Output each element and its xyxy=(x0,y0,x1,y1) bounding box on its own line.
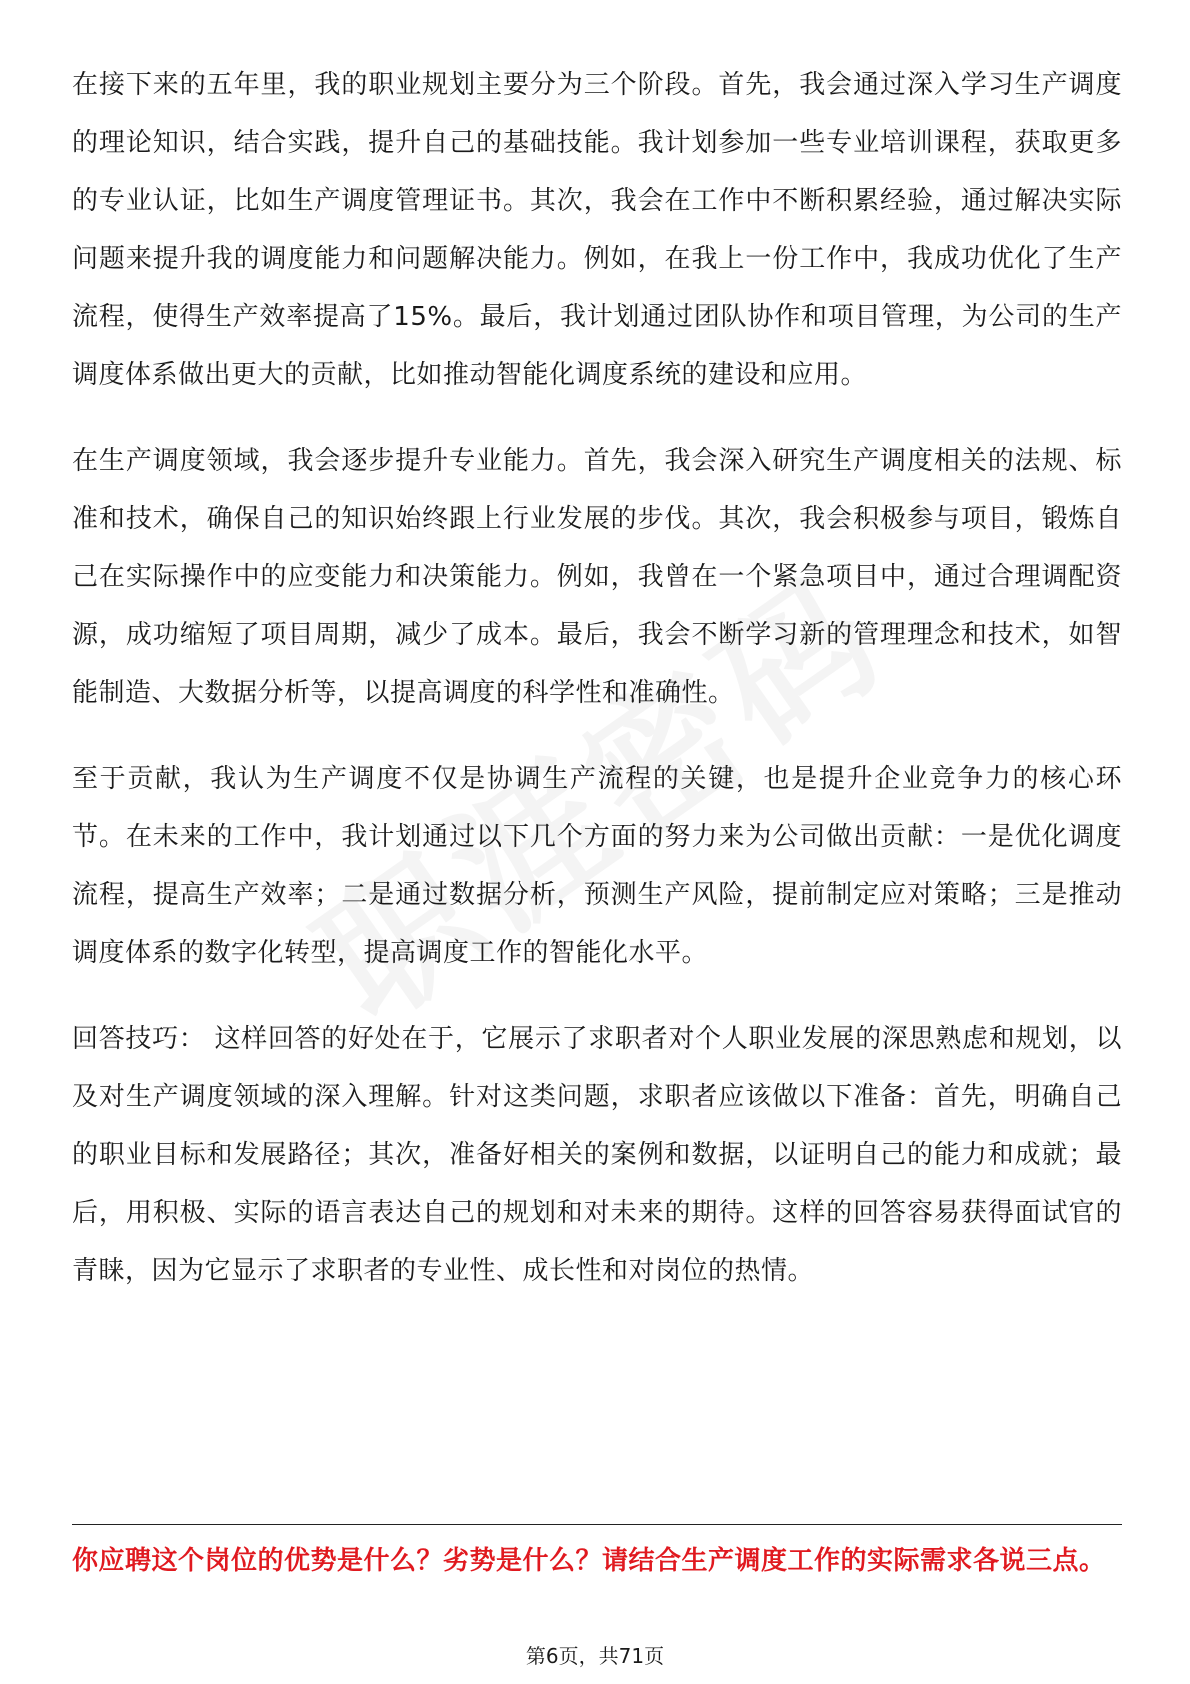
section-divider xyxy=(72,1524,1122,1525)
next-question-heading: 你应聘这个岗位的优势是什么？劣势是什么？请结合生产调度工作的实际需求各说三点。 xyxy=(72,1546,1106,1576)
paragraph-contribution: 至于贡献，我认为生产调度不仅是协调生产流程的关键，也是提升企业竞争力的核心环节。在未来的工作中，我计划通过以下几个方面的努力来为公司做出贡献：一是优化调度流程，提高生产效率；二是通过数据分析，预测生产风险，提前制定应对策略；三是推动调度体系的数字化转型，提高调度工作的智能化水平。 xyxy=(72,764,1122,968)
paragraph-career-plan: 在接下来的五年里，我的职业规划主要分为三个阶段。首先，我会通过深入学习生产调度的理论知识，结合实践，提升自己的基础技能。我计划参加一些专业培训课程，获取更多的专业认证，比如生产调度管理证书。其次，我会在工作中不断积累经验，通过解决实际问题来提升我的调度能力和问题解决能力。例如，在我上一份工作中，我成功优化了生产流程，使得生产效率提高了15%。最后，我计划通过团队协作和项目管理，为公司的生产调度体系做出更大的贡献，比如推动智能化调度系统的建设和应用。 xyxy=(72,70,1122,390)
paragraph-answer-tips: 回答技巧： 这样回答的好处在于，它展示了求职者对个人职业发展的深思熟虑和规划，以及对生产调度领域的深入理解。针对这类问题，求职者应该做以下准备：首先，明确自己的职业目标和发展路径；其次，准备好相关的案例和数据，以证明自己的能力和成就；最后，用积极、实际的语言表达自己的规划和对未来的期待。这样的回答容易获得面试官的青睐，因为它显示了求职者的专业性、成长性和对岗位的热情。 xyxy=(72,1024,1122,1286)
document-body xyxy=(72,56,1122,1328)
paragraph-professional-growth: 在生产调度领域，我会逐步提升专业能力。首先，我会深入研究生产调度相关的法规、标准和技术，确保自己的知识始终跟上行业发展的步伐。其次，我会积极参与项目，锻炼自己在实际操作中的应变能力和决策能力。例如，我曾在一个紧急项目中，通过合理调配资源，成功缩短了项目周期，减少了成本。最后，我会不断学习新的管理理念和技术，如智能制造、大数据分析等，以提高调度的科学性和准确性。 xyxy=(72,446,1122,708)
page-footer: 第6页，共71页 xyxy=(525,1644,665,1668)
